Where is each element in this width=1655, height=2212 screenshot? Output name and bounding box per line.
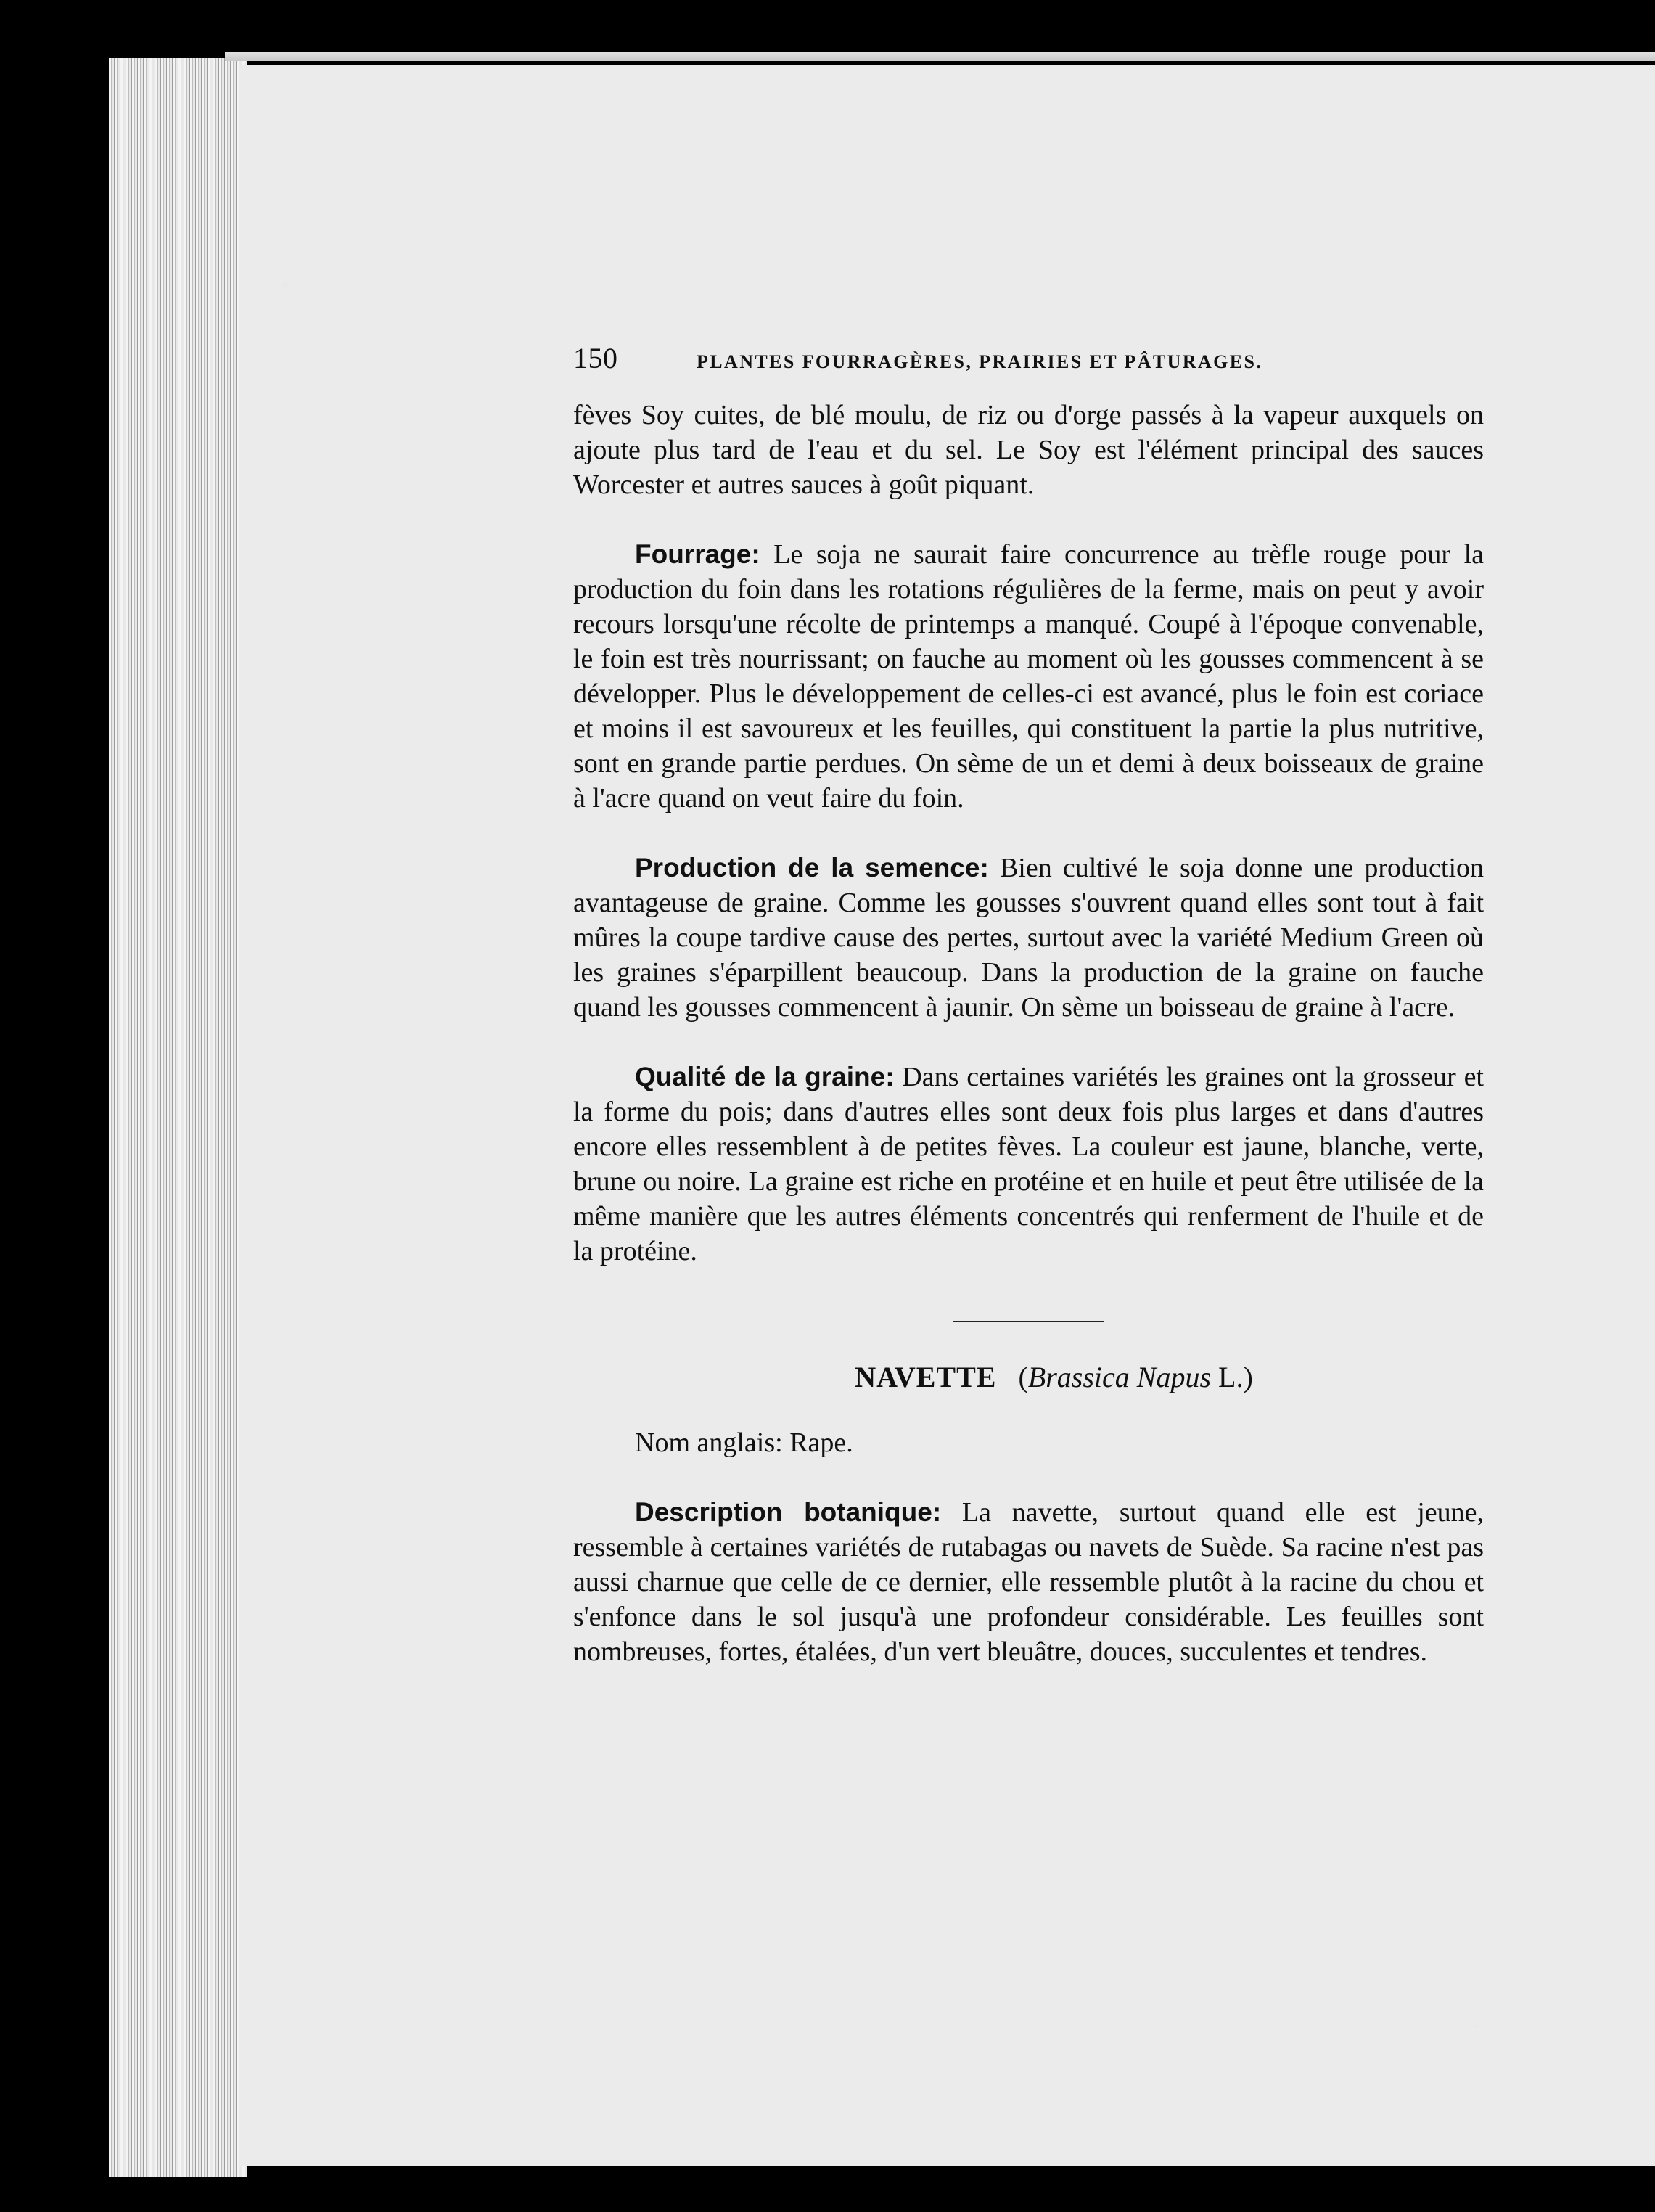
paragraph-description-botanique	[573, 1495, 1484, 1669]
heading-description-botanique: Description botanique:	[635, 1497, 942, 1527]
section-divider-rule	[953, 1321, 1104, 1322]
book-top-edge	[225, 52, 1655, 61]
paragraph-fourrage	[573, 537, 1484, 816]
text-qualite-graine: Dans certaines variétés les graines ont la grosseur et la forme du pois; dans d'autres elles sont deux fois plus larges et dans d'autres encore elles ressemblent à de petites fèves. La couleur est jaune, blanche, verte, brune ou noire. La graine est riche en protéine et en huile et peut être utilisée de la même manière que les autres éléments concentrés qui renferment de l'huile et de la protéine.	[573, 1062, 1484, 1266]
paper-speck	[283, 283, 287, 287]
paragraph-qualite-graine	[573, 1060, 1484, 1269]
english-name-line	[573, 1425, 1484, 1460]
section-latin-name: Brassica Napus	[1027, 1361, 1212, 1393]
heading-qualite-graine: Qualité de la graine:	[635, 1062, 895, 1091]
english-name-label: Nom anglais:	[635, 1427, 783, 1458]
paper-speck	[1473, 2025, 1477, 2028]
text-description-botanique: La navette, surtout quand elle est jeune, ressemble à certaines variétés de rutabagas ou navets de Suède. Sa racine n'est pas aussi charnue que celle de ce dernier, elle ressemble plutôt à la racine du chou et s'enfonce dans le sol jusqu'à une profondeur considérable. Les feuilles sont nombreuses, fortes, étalées, d'un vert bleuâtre, douces, succulentes et tendres.	[573, 1497, 1484, 1667]
english-name-value: Rape.	[789, 1427, 853, 1458]
running-head	[573, 341, 1484, 377]
heading-production-semence: Production de la semence:	[635, 853, 989, 882]
text-block	[573, 341, 1484, 1669]
paragraph-production-semence	[573, 851, 1484, 1025]
section-author: L.)	[1218, 1361, 1253, 1393]
page-number: 150	[573, 342, 618, 374]
intro-paragraph: fèves Soy cuites, de blé moulu, de riz ou d'orge passés à la vapeur auxquels on ajoute plus tard de l'eau et du sel. Le Soy est l'élément principal des sauces Worcester et autres sauces à goût piquant.	[573, 400, 1484, 500]
book-page-edges	[109, 58, 247, 2177]
section-latin-open: (	[1018, 1361, 1028, 1393]
text-production-semence: Bien cultivé le soja donne une production avantageuse de graine. Comme les gousses s'ouvrent quand elles sont tout à fait mûres la coupe tardive cause des pertes, surtout avec la variété Medium Green où les graines s'éparpillent beaucoup. Dans la production de la graine on fauche quand les gousses commencent à jaunir. On sème un boisseau de graine à l'acre.	[573, 853, 1484, 1023]
text-fourrage: Le soja ne saurait faire concurrence au trèfle rouge pour la production du foin dans les rotations régulières de la ferme, mais on peut y avoir recours lorsqu'une récolte de printemps a manqué. Coupé à l'époque convenable, le foin est très nourrissant; on fauche au moment où les gousses commencent à se développer. Plus le développement de celles-ci est avancé, plus le foin est coriace et moins il est savoureux et les feuilles, qui constituent la partie la plus nutritive, sont en grande partie perdues. On sème de un et demi à deux boisseaux de graine à l'acre quand on veut faire du foin.	[573, 539, 1484, 814]
section-name: NAVETTE	[855, 1361, 997, 1393]
running-title: PLANTES FOURRAGÈRES, PRAIRIES ET PÂTURAGES.	[697, 351, 1263, 372]
heading-fourrage: Fourrage:	[635, 539, 760, 569]
section-title	[573, 1359, 1484, 1396]
